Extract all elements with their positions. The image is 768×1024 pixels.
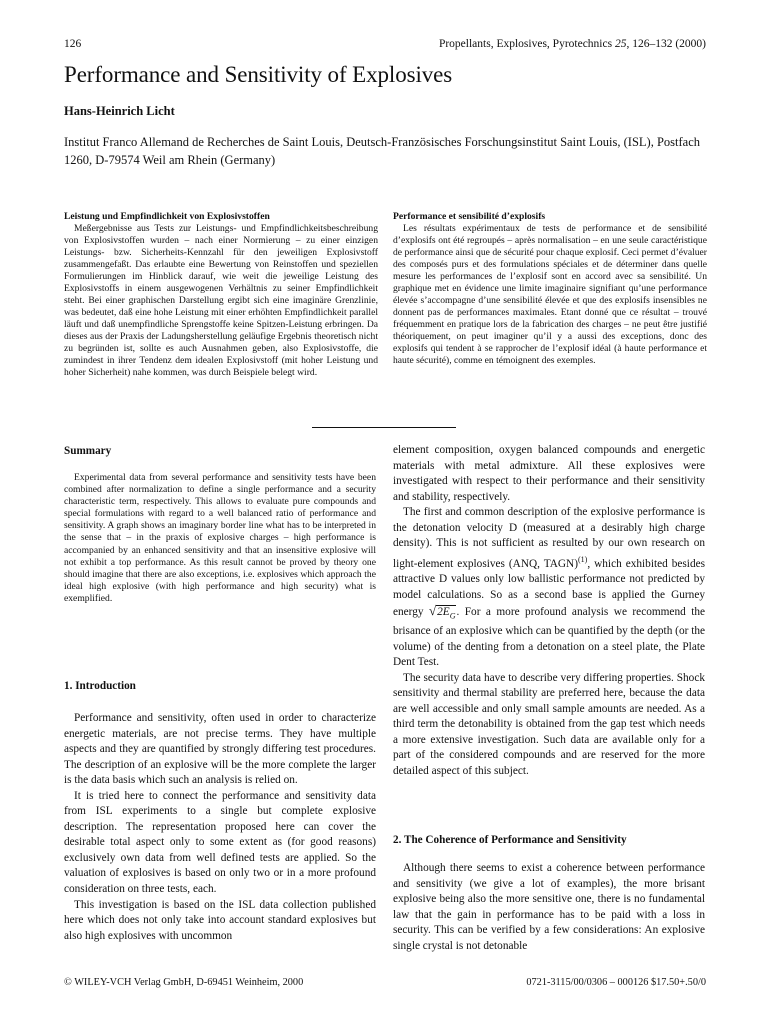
p4-text-c: . For a more profound analysis we recommend the brisance of an explosive which can be quantified by the depth (or the volume) of the denting from a detonation on a steel plate, the Plate Dent Test. xyxy=(393,606,705,669)
reference-1: (1) xyxy=(577,554,588,564)
introduction-continued xyxy=(393,443,705,780)
section-divider xyxy=(312,427,456,428)
gurney-formula-subscript: G xyxy=(449,611,456,621)
intro-paragraph-2: It is tried here to connect the performance and sensitivity data from ISL experiments to a single but complete explosive description. The representation proposed here can cover the desirable total aspect only to some extent as (for good reasons) exclusively own data from well defined tests are applied. So the valuation of explosives is based on only two or in a more profound consideration on three tests, each. xyxy=(64,789,376,896)
footer-code: 0721-3115/00/0306 – 000126 $17.50+.50/0 xyxy=(526,977,706,988)
abstract-french xyxy=(393,211,707,367)
journal-citation xyxy=(439,38,706,50)
abstract-german-text: Meßergebnisse aus Tests zur Leistungs- und Empfindlichkeitsbeschreibung von Explosivstoffen wurden – nach einer Normierung – zu einer einzigen Leistungs- bzw. Sicherheits-Kennzahl für den jeweiligen Explosivstoff zusammengefaßt. Das erlaubte eine Bewertung von Reinstoffen und speziellen Formulierungen im Hinblick darauf, wie weit die jeweilige Leistung des Explosivstoffs in einem ausgewogenen Verhältnis zu seiner Empfindlichkeit steht. Bei einer graphischen Darstellung ergibt sich eine imaginäre Grenzlinie, was bedeutet, daß eine hohe Leistung mit einer erhöhten Empfindlichkeit parallel läuft und daß unempfindliche Sprengstoffe keine Spitzen-Leistung erbringen. Da dieses aus der Praxis der Ladungsherstellung geläufige Ergebnis theoretisch nicht zu begründen ist, sollte es auch Ausnahmen geben, also Explosivstoffe, die zumindest in ihrer Tendenz dem idealen Explosivstoff (mit hoher Leistung und hoher Sicherheit) nahe kommen, was durch Beispiele belegt wird. xyxy=(64,223,378,378)
copyright-symbol: © xyxy=(64,977,72,988)
footer-copyright xyxy=(64,977,303,988)
intro-paragraph-4 xyxy=(393,505,705,670)
author-name: Hans-Heinrich Licht xyxy=(64,104,175,118)
section-2-heading: 2. The Coherence of Performance and Sensitivity xyxy=(393,834,627,846)
author-affiliation: Institut Franco Allemand de Recherches de Saint Louis, Deutsch-Französisches Forschungsinstitut Saint Louis, (ISL), Postfach 1260, D-79574 Weil am Rhein (Germany) xyxy=(64,135,701,167)
intro-paragraph-5: The security data have to describe very differing properties. Shock sensitivity and thermal stability are preferred here, because the data are well accessible and only small sample amounts are needed. As a third term the detonability is obtained from the gap test which needs a more extensive investigation. Such data are available only for a part of the considered compounds and are reserved for the more detailed aspect of this subject. xyxy=(393,671,705,777)
page-number: 126 xyxy=(64,38,82,50)
journal-name: Propellants, Explosives, Pyrotechnics xyxy=(438,38,613,50)
article-title: Performance and Sensitivity of Explosives xyxy=(64,62,453,87)
abstract-french-text: Les résultats expérimentaux de tests de performance et de sensibilité d’explosifs ont été regroupés – après normalisation – en une seule caractéristique de performance ainsi que de sécurité pour chaque explosif. Ceci permet d’évaluer des composés purs et des formulations spéciales et de déterminer dans quelle mesure les performances de l’explosif sont en accord avec sa sensibilité. Un graphique met en évidence une limite imaginaire signifiant qu’une performance élevée s’accompagne d’une sensibilité élevée et que des explosifs insensibles ne donnent pas de performances maximales. Etant donné que ce résultat – trouvé fréquemment en pratique lors de la fabrication des charges – ne peut être justifié théoriquement, on peut imaginer qu’il y a aussi des exceptions, donc des explosifs qui tendent à se rapprocher de l’explosif idéal (à haute performance et haute sécurité), comme en témoignent des exemples. xyxy=(393,223,707,366)
intro-paragraph-3: This investigation is based on the ISL data collection published here which does not only take into account standard explosives but also high explosives with uncommon xyxy=(64,898,376,942)
gurney-energy-formula: $√2E_G$ xyxy=(429,603,456,621)
summary-text: Experimental data from several performance and sensitivity tests have been combined after normalization to define a single performance and a security characteristic term, respectively. This allows to evaluate pure compounds and special formulations with regard to a well balanced ratio of performance and sensitivity. A graph shows an imaginary border line what has to be interpreted in the sense that – in the praxis of explosive charges – high performance is accompanied by an enhanced sensitivity and that an insensitive explosive will not exhibit a top performance. As this result cannot be proved by theory one should imagine that there are also exceptions, i.e. explosives which approach the ideal high explosive (with high performance and high security) what is exemplified. xyxy=(64,472,376,604)
summary-heading: Summary xyxy=(64,445,112,457)
journal-pages-year: , 126–132 (2000) xyxy=(626,38,706,50)
abstract-german xyxy=(64,211,378,379)
introduction-body xyxy=(64,711,376,944)
gurney-formula-base: 2E xyxy=(437,606,450,619)
p4-text-b: , which exhibited besides attractive D values only low ballistic performance not predicted by model calculations. So as a second base is applied the Gurney energy xyxy=(393,557,706,619)
section-2-paragraph-1: Although there seems to exist a coherence between performance and sensitivity (we give a lot of examples), the more brisant explosive being also the more sensitive one, there is no fundamental law that the gain in performance has to be paid with a loss in security. This can be verified by a few considerations: An explosive single crystal is not detonable xyxy=(393,862,705,952)
section-2-body xyxy=(393,861,705,954)
introduction-heading: 1. Introduction xyxy=(64,680,136,692)
abstract-french-title: Performance et sensibilité d’explosifs xyxy=(393,211,546,222)
intro-paragraph-1: Performance and sensitivity, often used in order to characterize energetic materials, are not precise terms. They have multiple aspects and they are quantified by strongly differing test procedures. The description of an explosive will be the more complete the larger is the data basis which such an analysis is relied on. xyxy=(64,712,376,787)
footer-publisher: WILEY-VCH Verlag GmbH, D-69451 Weinheim, 2000 xyxy=(74,977,304,988)
p4-text-a: The first and common description of the explosive performance is the detonation velocity D (measured at a desirably high charge density). This is not sufficient as resulted by our own research on light-element explosives (ANQ, TAGN) xyxy=(393,506,705,570)
journal-volume: 25 xyxy=(614,38,627,50)
intro-paragraph-3-continued: element composition, oxygen balanced compounds and energetic materials with metal admixture. All these explosives were investigated with respect to their performance and their sensitivity and stability, respectively. xyxy=(393,444,705,503)
abstract-german-title: Leistung und Empfindlichkeit von Explosivstoffen xyxy=(64,211,270,222)
